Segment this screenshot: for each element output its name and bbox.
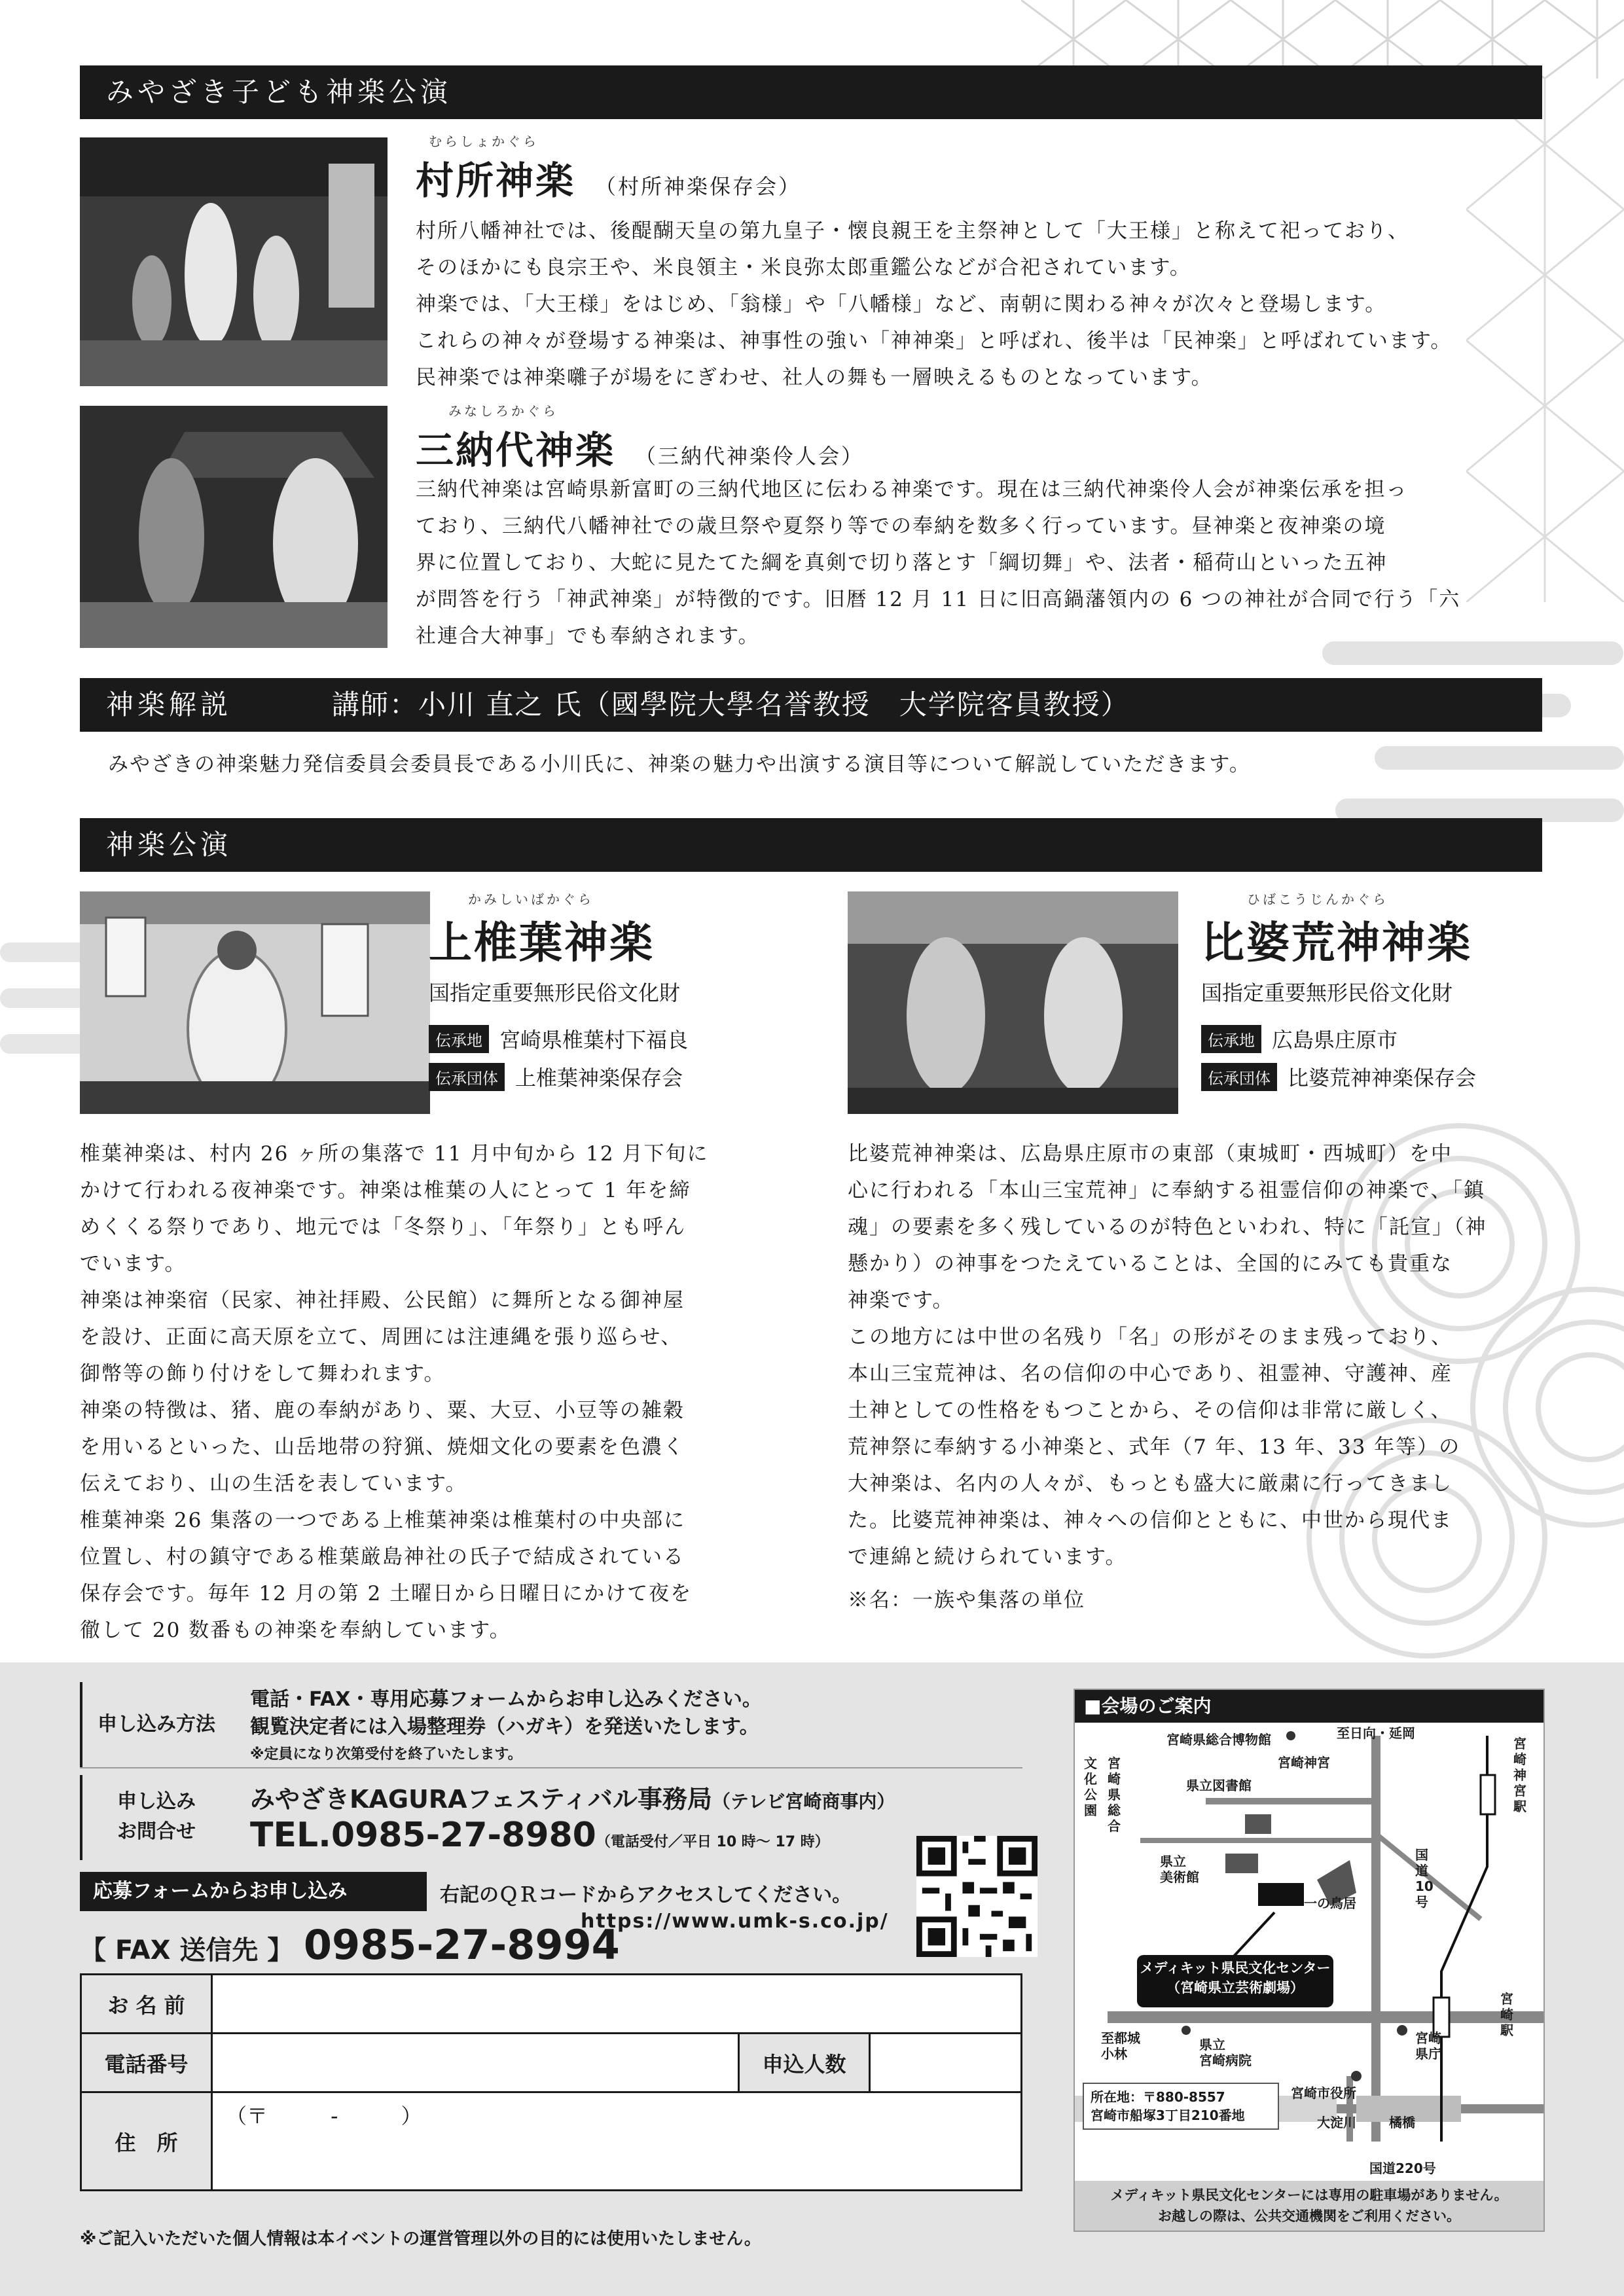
tel-hours: （電話受付／平日 10 時～ 17 時） <box>596 1834 829 1850</box>
shiiba-group-badge: 伝承団体 <box>429 1063 505 1091</box>
hiba-line: 比婆荒神神楽は、広島県庄原市の東部（東城町・西城町）を中 <box>848 1142 1453 1166</box>
shiiba-line: 椎葉神楽 26 集落の一つである上椎葉神楽は椎葉村の中央部に <box>80 1509 686 1532</box>
map-label-jingu-station: 宮崎神宮駅 <box>1513 1736 1526 1814</box>
form-label[interactable]: 応募フォームからお申し込み <box>80 1872 427 1911</box>
murasho-line: そのほかにも良宗王や、米良領主・米良弥太郎重鑑公などが合祀されています。 <box>416 256 1191 279</box>
minashiro-photo <box>80 406 388 648</box>
name-field[interactable] <box>212 1975 1022 2034</box>
section-header-performance <box>80 818 1542 872</box>
hiba-line: 土神としての性格をもつことから、その信仰は非常に厳しく、 <box>848 1399 1453 1422</box>
map-label-park-name: 文化公園 <box>1084 1755 1097 1818</box>
hiba-place-row <box>1201 1024 1476 1054</box>
minashiro-line: 界に位置しており、大蛇に見たてた綱を真剣で切り落とす「綱切舞」や、法者・稲荷山といった五神 <box>416 551 1388 575</box>
hiba-line: 荒神祭に奉納する小神楽と、式年（7 年、13 年、33 年等）の <box>848 1435 1461 1459</box>
map-label-art-museum <box>1160 1854 1199 1885</box>
map-venue-label <box>1137 1958 1333 1998</box>
minashiro-line: ており、三納代八幡神社での歳旦祭や夏祭り等での奉納を数多く行っています。昼神楽と夜神楽の境 <box>416 514 1386 538</box>
murasho-line: 民神楽では神楽囃子が場をにぎわせ、社人の舞も一層映えるものとなっています。 <box>416 366 1213 389</box>
count-label: 申込人数 <box>739 2034 870 2092</box>
map-label-pref-office-2: 県庁 <box>1415 2046 1441 2062</box>
parking-line-1: メディキット県民文化センターには専用の駐車場がありません。 <box>1110 2187 1508 2203</box>
contact-row <box>80 1767 1022 1865</box>
minashiro-org: （三納代神楽伶人会） <box>635 444 865 469</box>
shiiba-line: 神楽の特徴は、猪、鹿の奉納があり、粟、大豆、小豆等の雑穀 <box>80 1399 685 1422</box>
map-label-torii: 一の鳥居 <box>1304 1895 1356 1911</box>
form-url[interactable]: https://www.umk-s.co.jp/ <box>581 1910 889 1933</box>
minashiro-title-text: 三納代神楽 <box>416 428 616 473</box>
section-header-kids <box>80 65 1542 119</box>
phone-field[interactable] <box>212 2034 739 2092</box>
murasho-title <box>416 150 801 205</box>
map-label-kobayashi: 小林 <box>1101 2046 1127 2062</box>
minashiro-title-block <box>416 401 864 475</box>
map-label-art-museum-1: 県立 <box>1160 1854 1186 1869</box>
hiba-title-block <box>1201 889 1476 1092</box>
minashiro-description <box>416 471 1542 655</box>
shiiba-line: 椎葉神楽は、村内 26 ヶ所の集落で 11 月中旬から 12 月下旬に <box>80 1142 709 1166</box>
minashiro-line: が問答を行う「神武神楽」が特徴的です。旧暦 12 月 11 日に旧高鍋藩領内の 6 つの神社が合同で行う「六 <box>416 588 1461 611</box>
shiiba-line: を用いるといった、山岳地帯の狩猟、焼畑文化の要素を色濃く <box>80 1435 685 1459</box>
hiba-line: た。比婆荒神神楽は、神々への信仰とともに、中世から現代ま <box>848 1509 1453 1532</box>
shiiba-title-block <box>429 889 688 1092</box>
hiba-line: 本山三宝荒神は、名の信仰の中心であり、祖霊神、守護神、産 <box>848 1362 1453 1386</box>
map-label-miyazaki-station: 宮崎駅 <box>1500 1991 1513 2038</box>
method-line-1: 電話・FAX・専用応募フォームからお申し込みください。 <box>250 1688 762 1711</box>
shiiba-line: めくくる祭りであり、地元では「冬祭り」、「年祭り」とも呼ん <box>80 1215 686 1239</box>
venue-address: 宮崎市船塚3丁目210番地 <box>1091 2108 1245 2123</box>
murasho-org: （村所神楽保存会） <box>595 174 802 199</box>
shiiba-line: を設け、正面に高天原を立て、周囲には注連縄を張り巡らせ、 <box>80 1325 683 1349</box>
parking-line-2: お越しの際は、公共交通機関をご利用ください。 <box>1158 2208 1460 2224</box>
hiba-line: 懸かり）の神事をつたえていることは、全国的にみても貴重な <box>848 1252 1453 1276</box>
map-label-to-hyuga: 至日向・延岡 <box>1337 1725 1415 1741</box>
hiba-group-row <box>1201 1062 1476 1092</box>
map-label-park-full: 宮崎県総合 <box>1108 1755 1121 1834</box>
count-field[interactable] <box>870 2034 1022 2092</box>
map-label-river: 大淀川 <box>1317 2115 1356 2130</box>
privacy-note: ※ご記入いただいた個人情報は本イベントの運営管理以外の目的には使用いたしません。 <box>80 2229 761 2249</box>
shiiba-line: 伝えており、山の生活を表しています。 <box>80 1472 467 1496</box>
murasho-title-block <box>416 131 801 205</box>
map-label-pref-office-1: 宮崎 <box>1415 2030 1441 2046</box>
contact-label-line-2: お問合せ <box>117 1820 196 1843</box>
venue-postal: 所在地：〒880-8557 <box>1091 2089 1225 2105</box>
method-details <box>250 1686 762 1768</box>
qr-instruction: 右記のＱＲコードからアクセスしてください。 <box>440 1884 852 1907</box>
map-label-art-museum-2: 美術館 <box>1160 1869 1199 1885</box>
fax-line <box>80 1921 620 1969</box>
shiiba-line: 御幣等の飾り付けをして舞われます。 <box>80 1362 446 1386</box>
hiba-group: 比婆荒神神楽保存会 <box>1288 1066 1477 1090</box>
contact-label-line-1: 申し込み <box>117 1790 196 1813</box>
shiiba-title: 上椎葉神楽 <box>429 917 655 968</box>
shiiba-line: 徹して 20 数番もの神楽を奉納しています。 <box>80 1619 511 1642</box>
contact-label <box>80 1775 230 1860</box>
map-label-shrine: 宮崎神宮 <box>1278 1755 1330 1770</box>
method-label: 申し込み方法 <box>80 1682 230 1767</box>
fax-number: 0985-27-8994 <box>303 1921 620 1969</box>
parking-notice <box>1075 2181 1543 2231</box>
venue-name: メディキット県民文化センター <box>1140 1960 1331 1976</box>
map-label-miyakonojo <box>1101 2030 1140 2062</box>
shiiba-place: 宮崎県椎葉村下福良 <box>499 1028 689 1052</box>
map-label-hospital-2: 宮崎病院 <box>1199 2053 1252 2068</box>
shiiba-place-row <box>429 1024 688 1054</box>
office-name <box>250 1779 895 1815</box>
hiba-line: 神楽です。 <box>848 1289 954 1312</box>
map-address-box <box>1083 2083 1279 2130</box>
murasho-line: これらの神々が登場する神楽は、神事性の強い「神神楽」と呼ばれ、後半は「民神楽」と呼ばれています。 <box>416 329 1453 353</box>
shiiba-designation: 国指定重要無形民俗文化財 <box>429 980 681 1005</box>
name-label: お 名 前 <box>81 1975 212 2034</box>
minashiro-line: 三納代神楽は宮崎県新富町の三納代地区に伝わる神楽です。現在は三納代神楽伶人会が神楽伝承を担っ <box>416 478 1408 501</box>
shiiba-line: 位置し、村の鎮守である椎葉厳島神社の氏子で結成されている <box>80 1545 685 1569</box>
shiiba-photo <box>80 891 430 1114</box>
office-name-text: みやざきKAGURAフェスティバル事務局 <box>250 1785 712 1814</box>
murasho-line: 村所八幡神社では、後醍醐天皇の第九皇子・懐良親王を主祭神として「大王様」と称えて祀っており、 <box>416 219 1409 243</box>
phone-number <box>250 1816 829 1855</box>
hiba-group-badge: 伝承団体 <box>1201 1063 1277 1091</box>
shiiba-place-badge: 伝承地 <box>429 1025 489 1053</box>
address-label: 住 所 <box>81 2092 212 2191</box>
map-label-to-miyakonojo: 至都城 <box>1101 2030 1140 2046</box>
shiiba-group-row <box>429 1062 688 1092</box>
murasho-line: 神楽では、「大王様」をはじめ、「翁様」や「八幡様」など、南朝に関わる神々が次々と登場します。 <box>416 293 1387 316</box>
method-row <box>80 1682 1022 1767</box>
lecture-text: みやざきの神楽魅力発信委員会委員長である小川氏に、神楽の魅力や出演する演目等について解説していただきます。 <box>108 753 1251 776</box>
map-label-city-hall: 宮崎市役所 <box>1291 2085 1356 2101</box>
hiba-place-badge: 伝承地 <box>1201 1025 1261 1053</box>
hiba-line: 大神楽は、名内の人々が、もっとも盛大に厳粛に行ってきまし <box>848 1472 1453 1496</box>
lecturer-name: 講師：小川 直之 氏（國學院大學名誉教授 大学院客員教授） <box>332 689 1130 721</box>
hiba-description <box>848 1136 1551 1619</box>
hiba-line: で連綿と続けられています。 <box>848 1545 1127 1569</box>
section-title: みやざき子ども神楽公演 <box>106 76 452 108</box>
tel-text[interactable]: TEL.0985-27-8980 <box>250 1816 596 1855</box>
map-label-library: 県立図書館 <box>1186 1778 1252 1793</box>
method-line-2: 観覧決定者には入場整理券（ハガキ）を発送いたします。 <box>250 1715 759 1738</box>
map-title: ■会場のご案内 <box>1075 1690 1543 1723</box>
hiba-designation: 国指定重要無形民俗文化財 <box>1201 980 1453 1005</box>
hiba-line: 心に行われる「本山三宝荒神」に奉納する祖霊信仰の神楽で、「鎮 <box>848 1179 1485 1202</box>
method-line-3: ※定員になり次第受付を終了いたします。 <box>250 1746 522 1763</box>
map-label-route10: 国道10号 <box>1415 1847 1434 1910</box>
map-label-route220: 国道220号 <box>1369 2161 1436 2176</box>
shiiba-ruby: かみしいばかぐら <box>468 891 594 907</box>
murasho-ruby: むらしょかぐら <box>429 134 539 149</box>
lecture-description <box>108 746 1548 783</box>
application-form <box>80 1973 1022 2191</box>
hiba-ruby: ひばこうじんかぐら <box>1247 891 1388 907</box>
shiiba-line: 神楽は神楽宿（民家、神社拝殿、公民館）に舞所となる御神屋 <box>80 1289 685 1312</box>
minashiro-title <box>416 420 864 475</box>
map-label-hospital <box>1199 2037 1252 2068</box>
section-title: 神楽公演 <box>106 829 232 861</box>
fax-label: 【 FAX 送信先 】 <box>80 1935 294 1965</box>
phone-label: 電話番号 <box>81 2034 212 2092</box>
murasho-description <box>416 213 1542 396</box>
section-header-lecture <box>80 678 1542 732</box>
hiba-line: この地方には中世の名残り「名」の形がそのまま残っており、 <box>848 1325 1453 1349</box>
shiiba-description <box>80 1136 787 1649</box>
shiiba-group: 上椎葉神楽保存会 <box>515 1066 683 1090</box>
hiba-title: 比婆荒神神楽 <box>1201 917 1472 968</box>
map-label-museum: 宮崎県総合博物館 <box>1166 1732 1271 1748</box>
map-label-bridge: 橘橋 <box>1389 2115 1415 2130</box>
map-drawing <box>1075 1723 1543 2142</box>
shiiba-line: 保存会です。毎年 12 月の第 2 土曜日から日曜日にかけて夜を <box>80 1582 693 1605</box>
hiba-place: 広島県庄原市 <box>1272 1028 1398 1052</box>
minashiro-ruby: みなしろかぐら <box>448 403 558 419</box>
venue-subname: （宮崎県立芸術劇場） <box>1166 1980 1304 1996</box>
hiba-photo <box>848 891 1178 1114</box>
shiiba-line: かけて行われる夜神楽です。神楽は椎葉の人にとって 1 年を締 <box>80 1179 691 1202</box>
minashiro-line: 社連合大神事」でも奉納されます。 <box>416 624 760 648</box>
hiba-line: 魂」の要素を多く残しているのが特色といわれ、特に「託宣」（神 <box>848 1215 1487 1239</box>
map-label-hospital-1: 県立 <box>1199 2037 1225 2053</box>
postal-hint: （〒 - ） <box>226 2104 422 2128</box>
map-label-pref-office <box>1415 2030 1441 2062</box>
address-field[interactable] <box>212 2092 1022 2191</box>
murasho-title-text: 村所神楽 <box>416 158 576 203</box>
venue-map <box>1074 1689 1545 2232</box>
hiba-note: ※名：一族や集落の単位 <box>848 1588 1085 1612</box>
qr-code[interactable] <box>916 1836 1038 1957</box>
shiiba-line: でいます。 <box>80 1252 187 1276</box>
cloud-pattern <box>1296 622 1624 844</box>
map-label-park <box>1084 1755 1104 1818</box>
office-sub: （テレビ宮崎商事内） <box>712 1791 895 1812</box>
murasho-photo <box>80 137 388 386</box>
section-title: 神楽解説 <box>106 689 232 721</box>
